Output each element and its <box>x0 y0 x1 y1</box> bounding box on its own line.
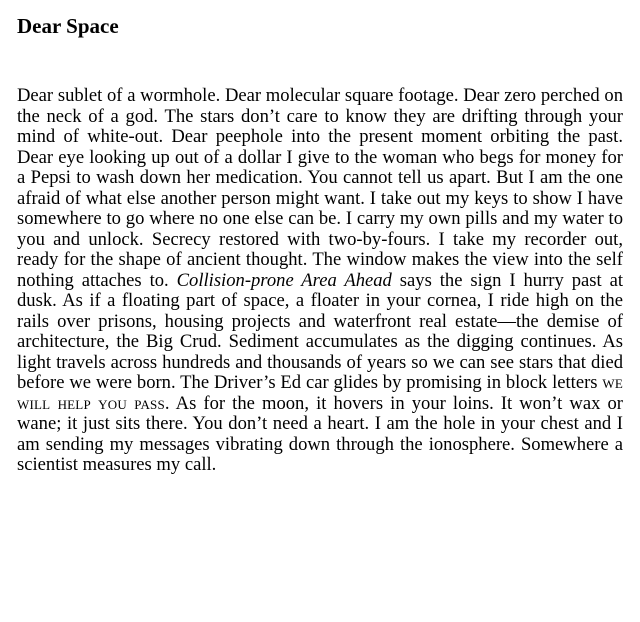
sign-text-italic: Collision-prone Area Ahead <box>176 269 392 291</box>
block-letters-text: we will help you pass <box>17 372 623 414</box>
poem-title: Dear Space <box>17 14 119 38</box>
poem-body <box>17 86 623 476</box>
poem-text-segment: . As for the moon, it hovers in your loins. It won’t wax or wane; it just sits there. You don’t need a heart. I am the hole in your chest and I am sending my messages vibrating down through the ionosphere. Somewhere a scientist measures my call. <box>17 392 623 475</box>
poem-page <box>17 12 624 475</box>
poem-text-segment: Dear sublet of a wormhole. Dear molecular square footage. Dear zero perched on the neck of a god. The stars don’t care to know they are drifting through your mind of white-out. Dear peephole into the present moment orbiting the past. Dear eye looking up out of a dollar I give to the woman who begs for money for a Pepsi to wash down her medication. You cannot tell us apart. But I am the one afraid of what else another person might want. I take out my keys to show I have somewhere to go where no one else can be. I carry my own pills and my water to you and unlock. Secrecy restored with two-by-fours. I take my recorder out, ready for the shape of ancient thought. The window makes the view into the self nothing attaches to. <box>17 85 623 291</box>
poem-text-segment: says the sign I hurry past at dusk. As if a floating part of space, a floater in your cornea, I ride high on the rails over prisons, housing projects and waterfront real estate—the demise of architecture, the Big Crud. Sediment accumulates as the digging continues. As light travels across hundreds and thousands of years so we can see stars that died before we were born. The Driver’s Ed car glides by promising in block letters <box>17 269 624 393</box>
